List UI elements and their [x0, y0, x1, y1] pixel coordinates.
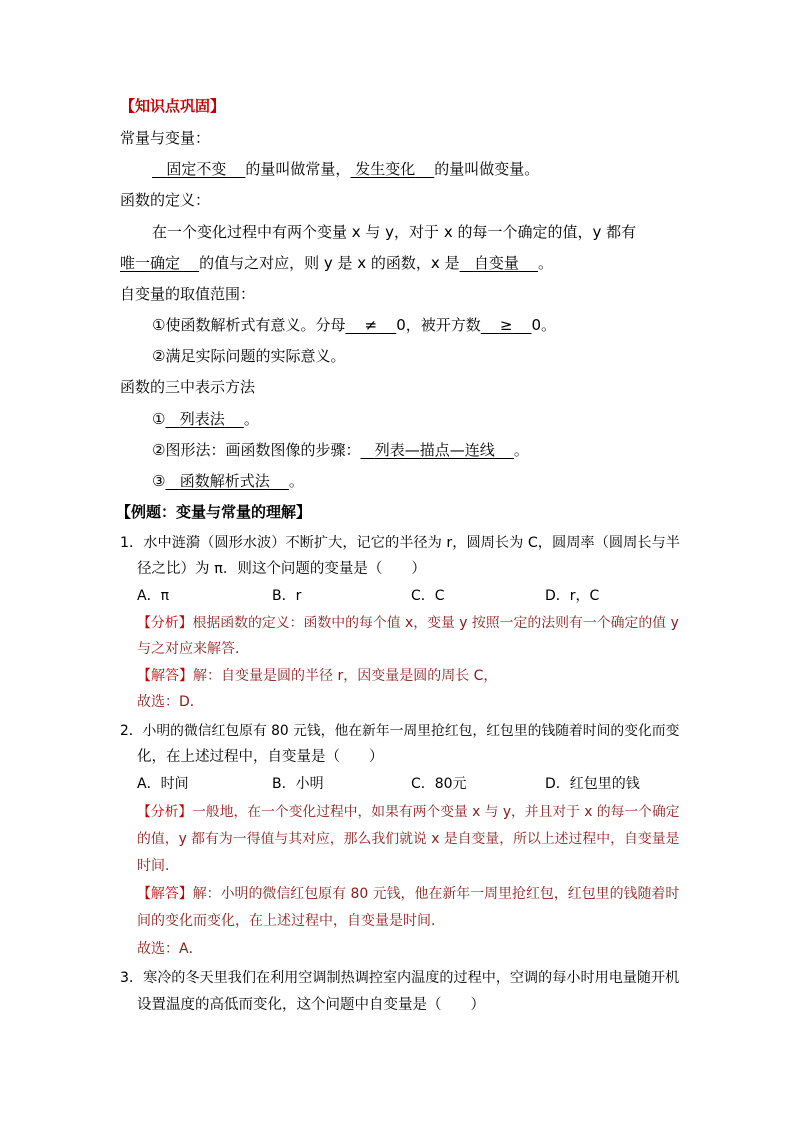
q1-option-a: A．π — [137, 588, 170, 604]
const-blank: 固定不变 — [166, 160, 227, 178]
func-def-title: 函数的定义： — [120, 191, 211, 209]
var-text: 的量叫做变量。 — [434, 160, 540, 178]
q1-answer-label: 【解答】 — [137, 668, 193, 684]
q3-stem-line2: 设置温度的高低而变化，这个问题中自变量是（ ） — [137, 997, 485, 1013]
q3-stem-line1: 3．寒冷的冬天里我们在利用空调制热调控室内温度的过程中，空调的每小时用电量随开机 — [120, 970, 680, 986]
q2-option-d: D．红包里的钱 — [545, 776, 640, 792]
q1-analysis-line2: 与之对应来解答． — [137, 641, 249, 657]
func-def-line1: 在一个变化过程中有两个变量 x 与 y，对于 x 的每一个确定的值，y 都有 — [152, 223, 637, 241]
repr-item-2: ②图形法：画函数图像的步骤： 列表—描点—连线 。 — [152, 441, 529, 459]
q2-stem-line2: 化，在上述过程中，自变量是（ ） — [137, 749, 384, 765]
q1-analysis-line1: 【分析】根据函数的定义：函数中的每个值 x，变量 y 按照一定的法则有一个确定的值 y — [137, 615, 679, 631]
const-text: 的量叫做常量， — [245, 160, 351, 178]
q1-option-b: B．r — [272, 588, 302, 604]
q2-option-a: A．时间 — [137, 776, 189, 792]
examples-heading: 【例题：变量与常量的理解】 — [116, 503, 312, 521]
q1-option-c: C．C — [411, 588, 445, 604]
var-blank: 发生变化 — [355, 160, 416, 178]
q2-stem-line1: 2．小明的微信红包原有 80 元钱，他在新年一周里抢红包，红包里的钱随着时间的变化而变 — [120, 723, 680, 739]
domain-item-2: ②满足实际问题的实际意义。 — [152, 347, 346, 365]
q2-option-b: B．小明 — [272, 776, 324, 792]
q1-stem-line1: 1．水中涟漪（圆形水波）不断扩大，记它的半径为 r，圆周长为 C，圆周率（圆周长与半 — [120, 535, 680, 551]
func-def-blank2: 自变量 — [473, 254, 519, 272]
repr-blank2: 列表—描点—连线 — [374, 441, 495, 459]
func-def-blank1: 唯一确定 — [120, 254, 181, 272]
repr-item-3: ③ 函数解析式法 。 — [152, 472, 304, 490]
repr-title: 函数的三中表示方法 — [120, 378, 256, 396]
q1-analysis-label: 【分析】 — [137, 615, 193, 631]
const-var-definition — [152, 159, 539, 179]
q2-answer-line1: 【解答】解：小明的微信红包原有 80 元钱，他在新年一周里抢红包，红包里的钱随着时 — [137, 886, 680, 902]
knowledge-heading: 【知识点巩固】 — [120, 97, 226, 115]
q2-analysis-line3: 时间． — [137, 858, 179, 874]
domain-blank1: ≠ — [364, 316, 378, 334]
repr-item-1: ① 列表法 。 — [152, 410, 259, 428]
repr-blank1: 列表法 — [179, 410, 225, 428]
q2-answer-label: 【解答】 — [137, 886, 193, 902]
q2-option-c: C．80元 — [411, 776, 467, 792]
repr-blank3: 函数解析式法 — [179, 472, 270, 490]
q1-answer-line1: 【解答】解：自变量是圆的半径 r，因变量是圆的周长 C， — [137, 668, 498, 684]
q2-answer-line2: 间的变化而变化，在上述过程中，自变量是时间． — [137, 913, 445, 929]
q1-option-d: D．r，C — [545, 588, 600, 604]
q2-analysis-line1: 【分析】一般地，在一个变化过程中，如果有两个变量 x 与 y，并且对于 x 的每一个确定 — [137, 804, 680, 820]
q2-choice: 故选：A． — [137, 941, 203, 957]
domain-blank2: ≥ — [499, 316, 513, 334]
func-def-line2: 唯一确定 的值与之对应，则 y 是 x 的函数，x 是 自变量 。 — [120, 254, 553, 272]
q1-stem-line2: 径之比）为 π．则这个问题的变量是（ ） — [137, 561, 426, 577]
const-var-title: 常量与变量： — [120, 129, 211, 147]
domain-title: 自变量的取值范围： — [120, 285, 256, 303]
domain-item-1: ①使函数解析式有意义。分母 ≠ 0，被开方数 ≥ 0。 — [152, 316, 557, 334]
q2-analysis-label: 【分析】 — [137, 804, 193, 820]
q1-choice: 故选：D． — [137, 694, 204, 710]
q2-analysis-line2: 的值，y 都有为一得值与其对应，那么我们就说 x 是自变量，所以上述过程中，自变量是 — [137, 831, 680, 847]
